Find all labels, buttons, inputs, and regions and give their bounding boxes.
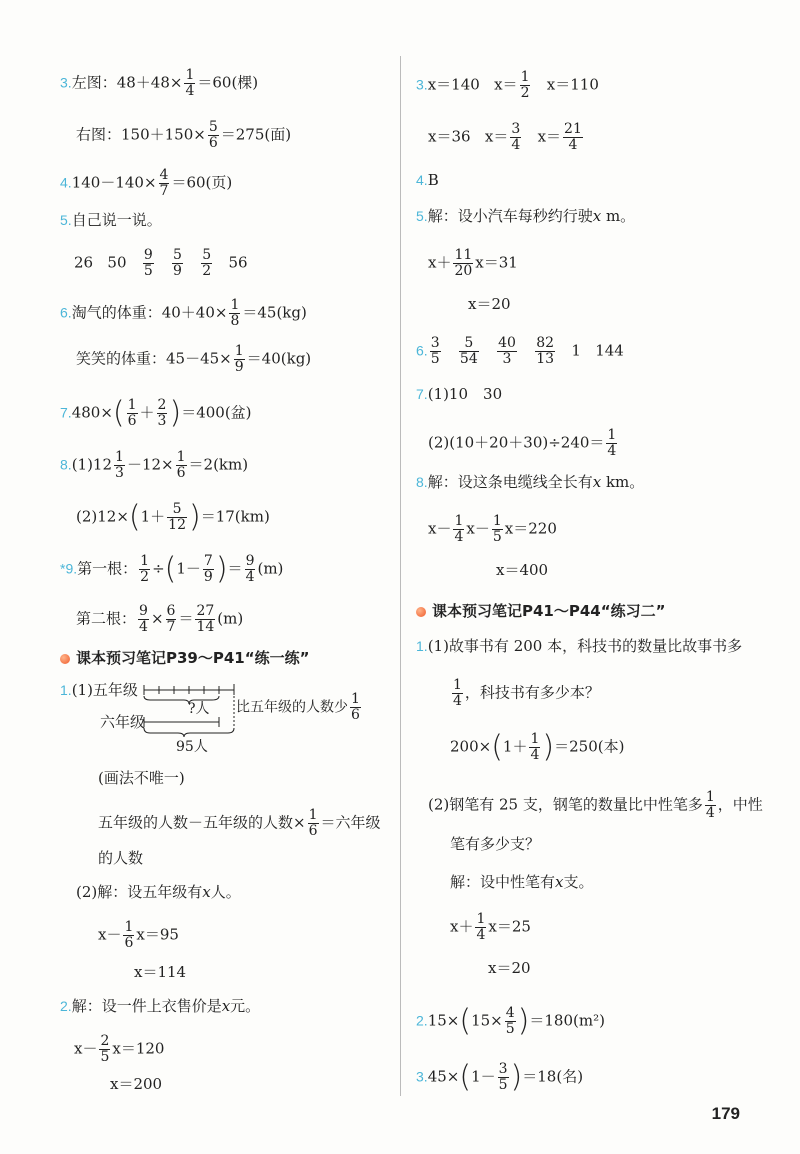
text: ＝40(kg) <box>246 349 312 368</box>
text: 1－ <box>471 1067 496 1086</box>
text: x＝ <box>484 127 509 146</box>
fraction: $\frac{1}{5}$ <box>492 513 502 545</box>
column-divider <box>400 56 401 1096</box>
answer-r3-row1 <box>416 70 599 101</box>
fraction: $\frac{1}{4}$ <box>530 731 540 763</box>
value: 56 <box>228 253 248 272</box>
text: x＝31 <box>475 253 518 272</box>
diagram-question-label: ?人 <box>188 701 210 717</box>
fraction: $\frac{5}{12}$ <box>168 501 186 533</box>
item-number: 7. <box>60 404 72 421</box>
text: (1)故事书有 200 本，科技书的数量比故事书多 <box>427 637 743 655</box>
fraction: $\frac{40}{3}$ <box>498 335 516 367</box>
fraction: $\frac{11}{20}$ <box>454 247 473 279</box>
text: x＝ <box>494 75 518 94</box>
text: ＝18(名) <box>522 1067 584 1086</box>
text: ＝60(棵) <box>197 73 259 92</box>
text: x＝95 <box>136 925 179 944</box>
equation <box>428 514 557 545</box>
text: 解：设小汽车每秒约行驶 <box>427 207 593 225</box>
paren: ( <box>491 729 503 765</box>
paren: ) <box>517 1003 530 1039</box>
fraction: $\frac{5}{54}$ <box>459 335 478 367</box>
fraction: $\frac{1}{6}$ <box>308 807 318 839</box>
text: (2)解：设五年级有 <box>76 883 203 901</box>
fraction: $\frac{5}{2}$ <box>202 247 212 279</box>
fraction: $\frac{1}{3}$ <box>115 449 124 481</box>
fraction: $\frac{3}{4}$ <box>511 121 521 153</box>
text: ＝17(km) <box>200 507 270 526</box>
fraction: $\frac{6}{7}$ <box>166 603 176 635</box>
fraction: $\frac{9}{4}$ <box>245 553 255 585</box>
item-number: 8. <box>60 456 72 473</box>
fraction: $\frac{3}{5}$ <box>498 1061 508 1093</box>
text: 支。 <box>563 873 594 891</box>
variable: x <box>592 473 602 491</box>
text: 第二根： <box>76 609 137 628</box>
section-heading-1 <box>60 647 309 668</box>
text: km。 <box>601 473 645 491</box>
answer-p1-2 <box>428 790 763 821</box>
answer-6-xiaoxiao <box>76 344 311 375</box>
answer-r3-row2 <box>428 122 585 153</box>
text: 1－ <box>176 559 201 578</box>
value: 1 <box>571 341 581 360</box>
fraction: $\frac{82}{13}$ <box>536 335 555 367</box>
equation <box>428 248 518 279</box>
fraction: $\frac{1}{2}$ <box>140 553 150 585</box>
fraction: $\frac{9}{4}$ <box>139 603 148 635</box>
answer-p2 <box>416 1003 605 1039</box>
fraction: $\frac{1}{2}$ <box>520 69 530 101</box>
answer-p1-2-solve <box>450 872 594 892</box>
paren: ( <box>128 499 141 535</box>
text: 15× <box>471 1011 503 1030</box>
item-number: 5. <box>416 208 428 224</box>
paren: ) <box>215 551 228 587</box>
variable: x <box>555 873 564 891</box>
text: B <box>427 171 439 189</box>
fraction: $\frac{3}{5}$ <box>430 335 440 367</box>
paren: ) <box>189 499 201 535</box>
heading-text: 课本预习笔记P41～P44“练习二” <box>432 602 666 620</box>
answer-r4 <box>416 170 439 190</box>
answer-p1-1-calc <box>450 729 625 765</box>
answer-r5 <box>416 206 635 226</box>
fraction: $\frac{1}{8}$ <box>230 297 240 329</box>
text: x＝140 <box>427 75 480 94</box>
item-number: 6. <box>60 304 72 321</box>
fraction: $\frac{27}{14}$ <box>196 603 215 635</box>
item-number: 8. <box>416 474 428 490</box>
answer-9-second <box>76 604 243 635</box>
heading-text: 课本预习笔记P39～P41“练一练” <box>76 649 310 667</box>
answer-r7-1 <box>416 384 502 404</box>
text: x＝110 <box>546 75 599 94</box>
answer-p3 <box>416 1059 584 1095</box>
text: ÷ <box>152 559 165 578</box>
fraction: $\frac{1}{6}$ <box>351 691 360 723</box>
text: (1)12 <box>71 455 113 474</box>
answer-p1-2-cont: 笔有多少支？ <box>450 835 541 853</box>
value: 144 <box>595 341 624 360</box>
equation-solution: x＝114 <box>134 963 187 981</box>
equation-solution: x＝20 <box>488 959 531 977</box>
fraction: $\frac{1}{4}$ <box>705 789 715 821</box>
diagram-compare-label: 比五年级的人数少 $\frac{1}{6}$ <box>236 691 360 723</box>
fraction: $\frac{9}{5}$ <box>143 247 153 279</box>
fraction: $\frac{2}{3}$ <box>157 397 167 429</box>
equation <box>450 912 531 943</box>
paren: ( <box>164 551 177 587</box>
text: －12× <box>126 455 174 474</box>
item-number: 5. <box>60 212 72 228</box>
fraction: $\frac{4}{7}$ <box>159 167 169 199</box>
diagram-row-grade5 <box>60 680 138 700</box>
section-heading-2 <box>416 600 665 621</box>
answer-r6 <box>416 336 624 367</box>
text: 1＋ <box>140 507 166 526</box>
fraction: $\frac{1}{4}$ <box>185 67 195 99</box>
equation <box>74 1034 164 1065</box>
text: ＝250(本) <box>554 737 625 756</box>
fraction: $\frac{4}{5}$ <box>505 1005 515 1037</box>
text: 200× <box>450 737 492 756</box>
fraction: $\frac{1}{4}$ <box>476 911 486 943</box>
answer-5-values <box>74 248 248 279</box>
text: x＝120 <box>112 1039 165 1058</box>
text: 五年级的人数－五年级的人数× <box>98 813 306 832</box>
paren: ( <box>459 1003 472 1039</box>
text: x＝ <box>537 127 562 146</box>
answer-8-1 <box>60 450 248 481</box>
text: 140－140× <box>71 173 157 192</box>
fraction: $\frac{5}{9}$ <box>173 247 182 279</box>
text: 第一根： <box>77 559 138 578</box>
answer-8-2 <box>76 499 270 535</box>
answer-4 <box>60 168 232 199</box>
text: 45× <box>427 1067 460 1086</box>
equation-solution: x＝20 <box>468 295 511 313</box>
answer-7 <box>60 395 252 431</box>
item-number: 4. <box>60 174 72 191</box>
answer-r7-2 <box>428 428 619 459</box>
fraction: $\frac{2}{5}$ <box>100 1033 110 1065</box>
paren: ) <box>542 729 555 765</box>
variable: x <box>592 207 602 225</box>
text: x－ <box>428 519 452 538</box>
text: x－ <box>466 519 490 538</box>
answer-3-left-figure <box>60 68 258 99</box>
fraction: $\frac{1}{6}$ <box>176 449 186 481</box>
relation-line <box>98 808 381 839</box>
text: 笑笑的体重：45－45× <box>76 349 232 368</box>
text: x＋ <box>428 253 452 272</box>
text: 六年级 <box>100 713 146 731</box>
diagram-row-grade6 <box>100 712 145 732</box>
text: ＝275(面) <box>220 125 292 144</box>
text: 自己说一说。 <box>71 211 162 229</box>
text: ＝400(盆) <box>181 403 252 422</box>
equation-solution: x＝400 <box>496 561 549 579</box>
paren: ( <box>112 395 125 431</box>
text: 人。 <box>210 883 241 901</box>
answer-9-first <box>60 551 284 587</box>
text: (2)(10＋20＋30)÷240＝ <box>428 433 605 452</box>
text: (1)10 30 <box>427 385 503 403</box>
text: 右图：150＋150× <box>76 125 206 144</box>
text: 元。 <box>230 997 261 1015</box>
equation-solution: x＝200 <box>110 1075 163 1093</box>
paren: ) <box>510 1059 523 1095</box>
text: × <box>150 609 164 628</box>
text: m。 <box>601 207 636 225</box>
value: 50 <box>107 253 127 272</box>
item-number: 1. <box>416 638 428 654</box>
item-number: 3. <box>416 1068 428 1085</box>
item-number: 2. <box>60 998 72 1014</box>
text: x＋ <box>450 917 474 936</box>
text: 1＋ <box>502 737 528 756</box>
text: (m) <box>257 559 284 578</box>
answer-p1-1 <box>416 636 742 656</box>
item-number: 4. <box>416 172 428 188</box>
text: (2)钢笔有 25 支，钢笔的数量比中性笔多 <box>428 795 703 814</box>
text: x＝36 <box>428 127 471 146</box>
diagram-total-label: 95人 <box>176 739 208 755</box>
item-number: 3. <box>416 76 428 93</box>
value: 26 <box>74 253 94 272</box>
fraction: $\frac{1}{4}$ <box>454 513 464 545</box>
text: ＝ <box>178 609 194 628</box>
answer-r8 <box>416 472 644 492</box>
item-number: 7. <box>416 386 428 402</box>
answer-p1-1-cont <box>450 678 600 709</box>
text: ，科技书有多少本？ <box>464 683 600 702</box>
text: ＝ <box>227 559 243 578</box>
diagram-note: (画法不唯一) <box>98 769 185 787</box>
answer-s1-2 <box>76 882 241 902</box>
text: 解：设这条电缆线全长有 <box>427 473 593 491</box>
answer-3-right-figure <box>76 120 291 151</box>
bullet-dot-icon <box>416 607 426 617</box>
fraction: $\frac{1}{6}$ <box>127 397 137 429</box>
text: 480× <box>71 403 113 422</box>
page-number: 179 <box>711 1104 740 1123</box>
paren: ) <box>169 395 182 431</box>
paren: ( <box>459 1059 472 1095</box>
fraction: $\frac{21}{4}$ <box>564 121 582 153</box>
bullet-dot-icon <box>60 654 70 664</box>
text: 淘气的体重：40＋40× <box>71 303 228 322</box>
fraction: $\frac{1}{9}$ <box>234 343 244 375</box>
item-number: 2. <box>416 1012 428 1029</box>
text: ＝2(km) <box>188 455 249 474</box>
item-number: *9. <box>60 560 78 577</box>
text: 解：设中性笔有 <box>450 873 556 891</box>
text: (m) <box>217 609 244 628</box>
text: (2)12× <box>76 507 129 526</box>
answer-5 <box>60 210 162 230</box>
item-number: 6. <box>416 342 428 359</box>
text: ＝60(页) <box>171 173 233 192</box>
text: x－ <box>74 1039 98 1058</box>
variable: x <box>202 883 211 901</box>
text: ＝180(m²) <box>529 1011 605 1030</box>
item-number: 1. <box>60 682 72 698</box>
variable: x <box>221 997 231 1015</box>
text: ＝45(kg) <box>242 303 307 322</box>
answer-6-taoqi <box>60 298 307 329</box>
relation-line-2: 的人数 <box>98 849 144 867</box>
text: 15× <box>427 1011 460 1030</box>
item-number: 3. <box>60 74 72 91</box>
text: ，中性 <box>717 795 763 814</box>
text: 解：设一件上衣售价是 <box>71 997 222 1015</box>
answer-s2 <box>60 996 260 1016</box>
text: ＋ <box>139 403 155 422</box>
fraction: $\frac{1}{6}$ <box>124 919 134 951</box>
text: x－ <box>98 925 122 944</box>
text: (1)五年级 <box>71 681 138 699</box>
text: x＝220 <box>504 519 557 538</box>
equation <box>98 920 179 951</box>
text: x＝25 <box>488 917 531 936</box>
fraction: $\frac{1}{4}$ <box>607 427 617 459</box>
text: 左图：48＋48× <box>71 73 183 92</box>
text: ＝六年级 <box>320 813 381 832</box>
fraction: $\frac{1}{4}$ <box>453 677 462 709</box>
fraction: $\frac{5}{6}$ <box>208 119 218 151</box>
fraction: $\frac{7}{9}$ <box>203 553 213 585</box>
